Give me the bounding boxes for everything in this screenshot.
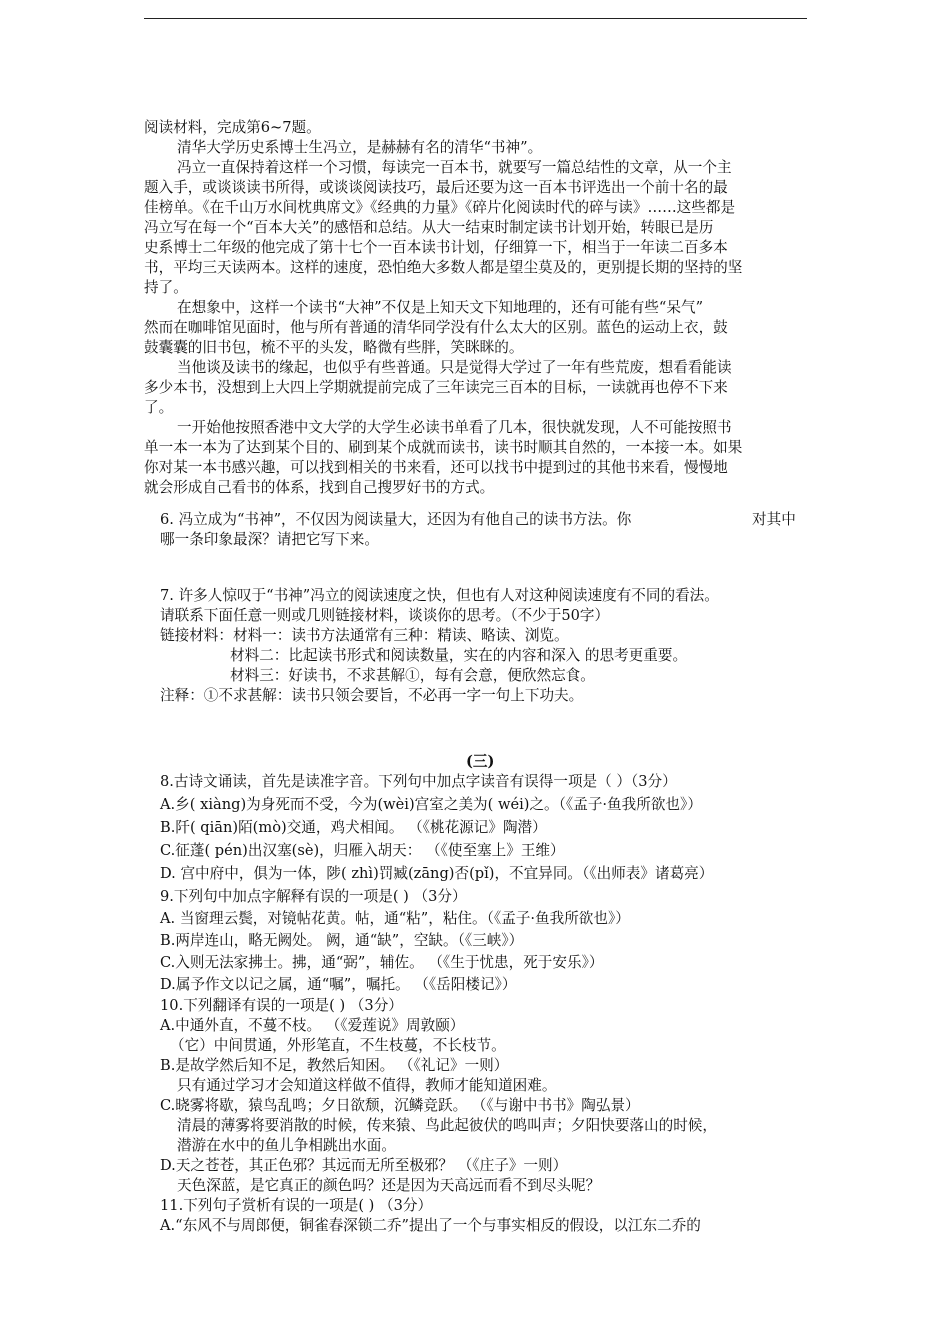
passage-p3-line: 在想象中，这样一个读书“大神”不仅是上知天文下知地理的，还有可能有些“呆气” (177, 299, 704, 316)
passage-p2-line: 佳榜单。《在千山万水间枕典席文》《经典的力量》《碎片化阅读时代的碎与读》……这些都是 (144, 199, 736, 216)
q8-option-b: B.阡( qiān)陌(mò)交通，鸡犬相闻。 （《桃花源记》陶潜） (160, 819, 547, 836)
q7-stem: 7. 许多人惊叹于“书神”冯立的阅读速度之快，但也有人对这种阅读速度有不同的看法。 (160, 587, 719, 604)
passage-p4-line: 当他谈及读书的缘起，也似乎有些普通。只是觉得大学过了一年有些荒废，想看看能读 (177, 359, 732, 376)
passage-p2-line: 冯立一直保持着这样一个习惯，每读完一百本书，就要写一篇总结性的文章，从一个主 (177, 159, 732, 176)
q6-line1-end: 对其中 (752, 511, 796, 528)
passage-p3-line: 然而在咖啡馆见面时，他与所有普通的清华同学没有什么太大的区别。蓝色的运动上衣，鼓 (144, 319, 728, 336)
q7-material-2: 材料二：比起读书形式和阅读数量，实在的内容和深入 的思考更重要。 (230, 647, 688, 664)
passage-p5-line: 单一本一本为了达到某个目的、刷到某个成就而读书，读书时顺其自然的，一本接一本。如果 (144, 439, 743, 456)
passage-p2-line: 冯立写在每一个“百本大关”的感悟和总结。从大一结束时制定读书计划开始，转眼已是历 (144, 219, 714, 236)
q10-option-d: D.天之苍苍，其正色邪？其远而无所至极邪？ （《庄子》一则） (160, 1157, 568, 1174)
q9-option-a: A. 当窗理云鬓，对镜帖花黄。帖，通“粘”，粘住。（《孟子·鱼我所欲也》） (160, 910, 630, 927)
q8-option-a: A.乡( xiàng)为身死而不受，今为(wèi)宫室之美为( wéi)之。（《孟子·鱼我所欲也》） (160, 796, 702, 813)
q11-stem: 11.下列句子赏析有误的一项是( ) （3分） (160, 1197, 433, 1214)
q7-material-1: 链接材料：材料一：读书方法通常有三种：精读、略读、浏览。 (160, 627, 569, 644)
q8-option-d: D. 宫中府中，俱为一体，陟( zhì)罚臧(zāng)否(pǐ)，不宜异同。（《出师表》诸葛亮） (160, 865, 714, 882)
q10-option-b-translation: 只有通过学习才会知道这样做不值得，教师才能知道困难。 (177, 1077, 557, 1094)
header-rule (144, 18, 807, 19)
q8-stem: 8.古诗文诵读，首先是读准字音。下列句中加点字读音有误得一项是（ ）（3分） (160, 773, 677, 790)
passage-intro: 阅读材料，完成第6~7题。 (144, 119, 321, 136)
q10-option-c-translation: 清晨的薄雾将要消散的时候，传来猿、鸟此起彼伏的鸣叫声；夕阳快要落山的时候， (177, 1117, 717, 1134)
section-title: (三) (466, 753, 495, 770)
q10-option-d-translation: 天色深蓝，是它真正的颜色吗？还是因为天高远而看不到尽头呢？ (177, 1177, 601, 1194)
q10-option-a-translation: （它）中间贯通，外形笔直，不生枝蔓，不长枝节。 (170, 1037, 506, 1054)
passage-p1: 清华大学历史系博士生冯立，是赫赫有名的清华“书神”。 (177, 139, 543, 156)
passage-p2-line: 题入手，或谈谈读书所得，或谈谈阅读技巧，最后还要为这一百本书评选出一个前十名的最 (144, 179, 728, 196)
q9-option-b: B.两岸连山，略无阙处。 阙，通“缺”，空缺。（《三峡》） (160, 932, 524, 949)
q6-line1: 6. 冯立成为“书神”，不仅因为阅读量大，还因为有他自己的读书方法。你 (160, 511, 632, 528)
passage-p4-line: 多少本书，没想到上大四上学期就提前完成了三年读完三百本的目标，一读就再也停不下来 (144, 379, 728, 396)
passage-p5-line: 就会形成自己看书的体系，找到自己搜罗好书的方式。 (144, 479, 495, 496)
q10-option-c: C.晓雾将歇，猿鸟乱鸣；夕日欲颓，沉鳞竞跃。 （《与谢中书书》陶弘景） (160, 1097, 640, 1114)
q7-stem-cont: 请联系下面任意一则或几则链接材料，谈谈你的思考。（不少于50字） (160, 607, 610, 624)
q8-option-c: C.征蓬( pén)出汉塞(sè)，归雁入胡天： （《使至塞上》王维） (160, 842, 565, 859)
passage-p2-line: 持了。 (144, 279, 188, 296)
q7-material-3: 材料三：好读书，不求甚解①，每有会意，便欣然忘食。 (230, 667, 595, 684)
q9-option-c: C.入则无法家拂士。拂，通“弼”，辅佐。 （《生于忧患，死于安乐》） (160, 954, 604, 971)
q11-option-a: A.“东风不与周郎便，铜雀春深锁二乔”提出了一个与事实相反的假设，以江东二乔的 (160, 1217, 701, 1234)
q10-option-a: A.中通外直，不蔓不枝。 （《爱莲说》周敦颐） (160, 1017, 465, 1034)
q10-stem: 10.下列翻译有误的一项是( ) （3分） (160, 997, 403, 1014)
passage-p2-line: 史系博士二年级的他完成了第十七个一百本读书计划，仔细算一下，相当于一年读二百多本 (144, 239, 728, 256)
q9-stem: 9.下列句中加点字解释有误的一项是( ) （3分） (160, 888, 467, 905)
passage-p5-line: 你对某一本书感兴趣，可以找到相关的书来看，还可以找书中提到过的其他书来看，慢慢地 (144, 459, 728, 476)
passage-p4-line: 了。 (144, 399, 174, 416)
q9-option-d: D.属予作文以记之属，通“嘱”，嘱托。 （《岳阳楼记》） (160, 976, 517, 993)
passage-p5-line: 一开始他按照香港中文大学的大学生必读书单看了几本，很快就发现，人不可能按照书 (177, 419, 732, 436)
passage-p3-line: 鼓囊囊的旧书包，梳不平的头发，略微有些胖，笑眯眯的。 (144, 339, 524, 356)
passage-p2-line: 书，平均三天读两本。这样的速度，恐怕绝大多数人都是望尘莫及的，更别提长期的坚持的坚 (144, 259, 743, 276)
q10-option-b: B.是故学然后知不足，教然后知困。 （《礼记》一则） (160, 1057, 509, 1074)
q10-option-c-translation: 潜游在水中的鱼儿争相跳出水面。 (177, 1137, 396, 1154)
q7-note: 注释：①不求甚解：读书只领会要旨，不必再一字一句上下功夫。 (160, 687, 584, 704)
q6-line2: 哪一条印象最深？请把它写下来。 (160, 531, 379, 548)
